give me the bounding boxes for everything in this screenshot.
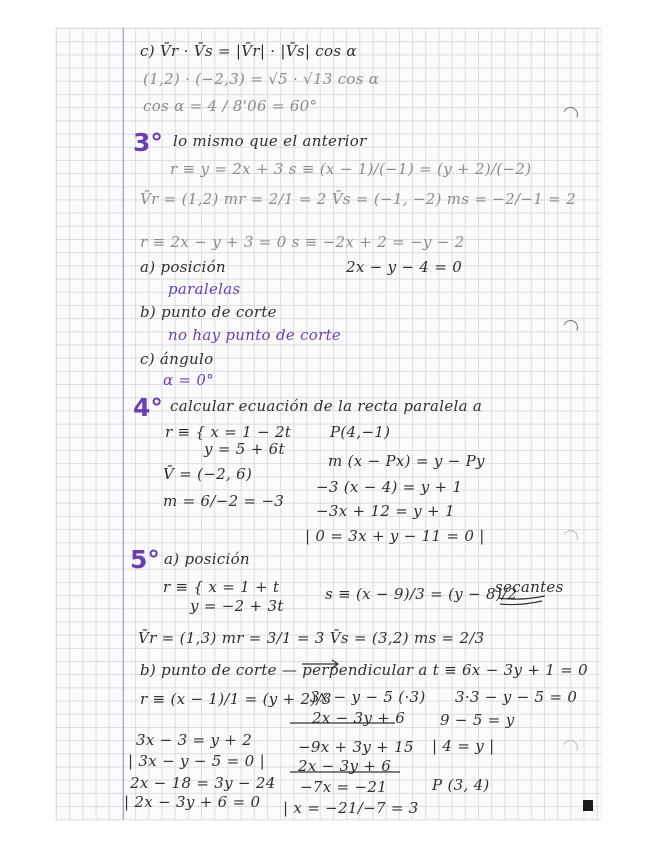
handwritten-line-s4d: V̄ = (−2, 6) [163,465,253,483]
handwritten-line-s5i2: −7x = −21 [300,778,388,796]
handwritten-line-s5i: 2x − 18 = 3y − 24 [130,774,276,792]
handwritten-line-s4c: m (x − Px) = y − Py [328,452,485,470]
handwritten-line-s5a3: secantes [495,578,564,596]
section-number-n5: 5° [130,545,160,574]
handwritten-line-s5c: V̄r = (1,3) mr = 3/1 = 3 V̄s = (3,2) ms = 2/3 [138,629,485,647]
handwritten-line-s5title: a) posición [164,550,250,568]
handwritten-line-s5e: r ≡ (x − 1)/1 = (y + 2)/3 [140,690,332,708]
handwritten-line-s5h2: 2x − 3y + 6 [298,757,392,775]
handwritten-line-s3f: b) punto de corte [140,303,277,321]
handwritten-line-c1: c) V̄r · V̄s = |V̄r| · |V̄s| cos α [140,42,357,60]
handwritten-line-s4a: r ≡ { x = 1 − 2t [165,423,292,441]
handwritten-line-s4e: −3 (x − 4) = y + 1 [316,478,463,496]
handwritten-line-s5a: r ≡ { x = 1 + t [163,578,280,596]
handwritten-line-s5e3: 3·3 − y − 5 = 0 [455,688,578,706]
handwritten-line-s5g: 3x − 3 = y + 2 [136,731,253,749]
handwritten-line-s5d: b) punto de corte — perpendicular a t ≡ 6x − 3y + 1 = 0 [140,661,588,679]
handwritten-line-s4h: | 0 = 3x + y − 11 = 0 | [305,527,485,545]
handwritten-line-s3h: c) ángulo [140,350,214,368]
handwritten-line-s3c: r ≡ 2x − y + 3 = 0 s ≡ −2x + 2 = −y − 2 [140,233,465,251]
handwritten-line-s4g: −3x + 12 = y + 1 [316,502,455,520]
handwritten-line-s3i: α = 0° [163,371,215,389]
handwritten-line-s3d2: 2x − y − 4 = 0 [346,258,463,276]
handwritten-line-s4b: y = 5 + 6t [204,440,285,458]
handwritten-line-s5a2: s ≡ (x − 9)/3 = (y − 8)/2 [325,585,518,603]
handwritten-line-s4f: m = 6/−2 = −3 [163,492,285,510]
handwritten-line-s5b: y = −2 + 3t [190,597,284,615]
handwritten-line-c2: (1,2) · (−2,3) = √5 · √13 cos α [143,70,380,88]
handwritten-line-s5i3: P (3, 4) [432,776,490,794]
handwritten-line-c3: cos α = 4 / 8'06 = 60° [143,97,318,115]
handwritten-line-s3title: lo mismo que el anterior [173,132,367,150]
handwritten-line-s4a2: P(4,−1) [330,423,391,441]
handwritten-line-s5h: | 3x − y − 5 = 0 | [128,752,265,770]
corner-marker [583,800,593,811]
handwritten-line-s5f2: 9 − 5 = y [440,711,515,729]
handwritten-line-s3a: r ≡ y = 2x + 3 s ≡ (x − 1)/(−1) = (y + 2)/(−2) [170,160,532,178]
handwritten-line-s5e2: 3x − y − 5 (·3) [310,688,426,706]
handwritten-line-s5g3: | 4 = y | [432,737,495,755]
handwritten-line-s5g2: −9x + 3y + 15 [298,738,414,756]
handwritten-line-s5f: 2x − 3y + 6 [312,709,406,727]
handwritten-line-s5j: | 2x − 3y + 6 = 0 [124,793,261,811]
handwritten-line-s3d: a) posición [140,258,226,276]
handwritten-line-s4title: calcular ecuación de la recta paralela a [170,397,483,415]
handwritten-line-s5j2: | x = −21/−7 = 3 [283,799,419,817]
handwritten-line-s3e: paralelas [168,280,241,298]
section-number-n3: 3° [133,128,163,157]
handwritten-line-s3g: no hay punto de corte [168,326,342,344]
section-number-n4: 4° [133,393,163,422]
handwritten-line-s3b: V̄r = (1,2) mr = 2/1 = 2 V̄s = (−1, −2) ms = −2/−1 = 2 [140,190,576,208]
